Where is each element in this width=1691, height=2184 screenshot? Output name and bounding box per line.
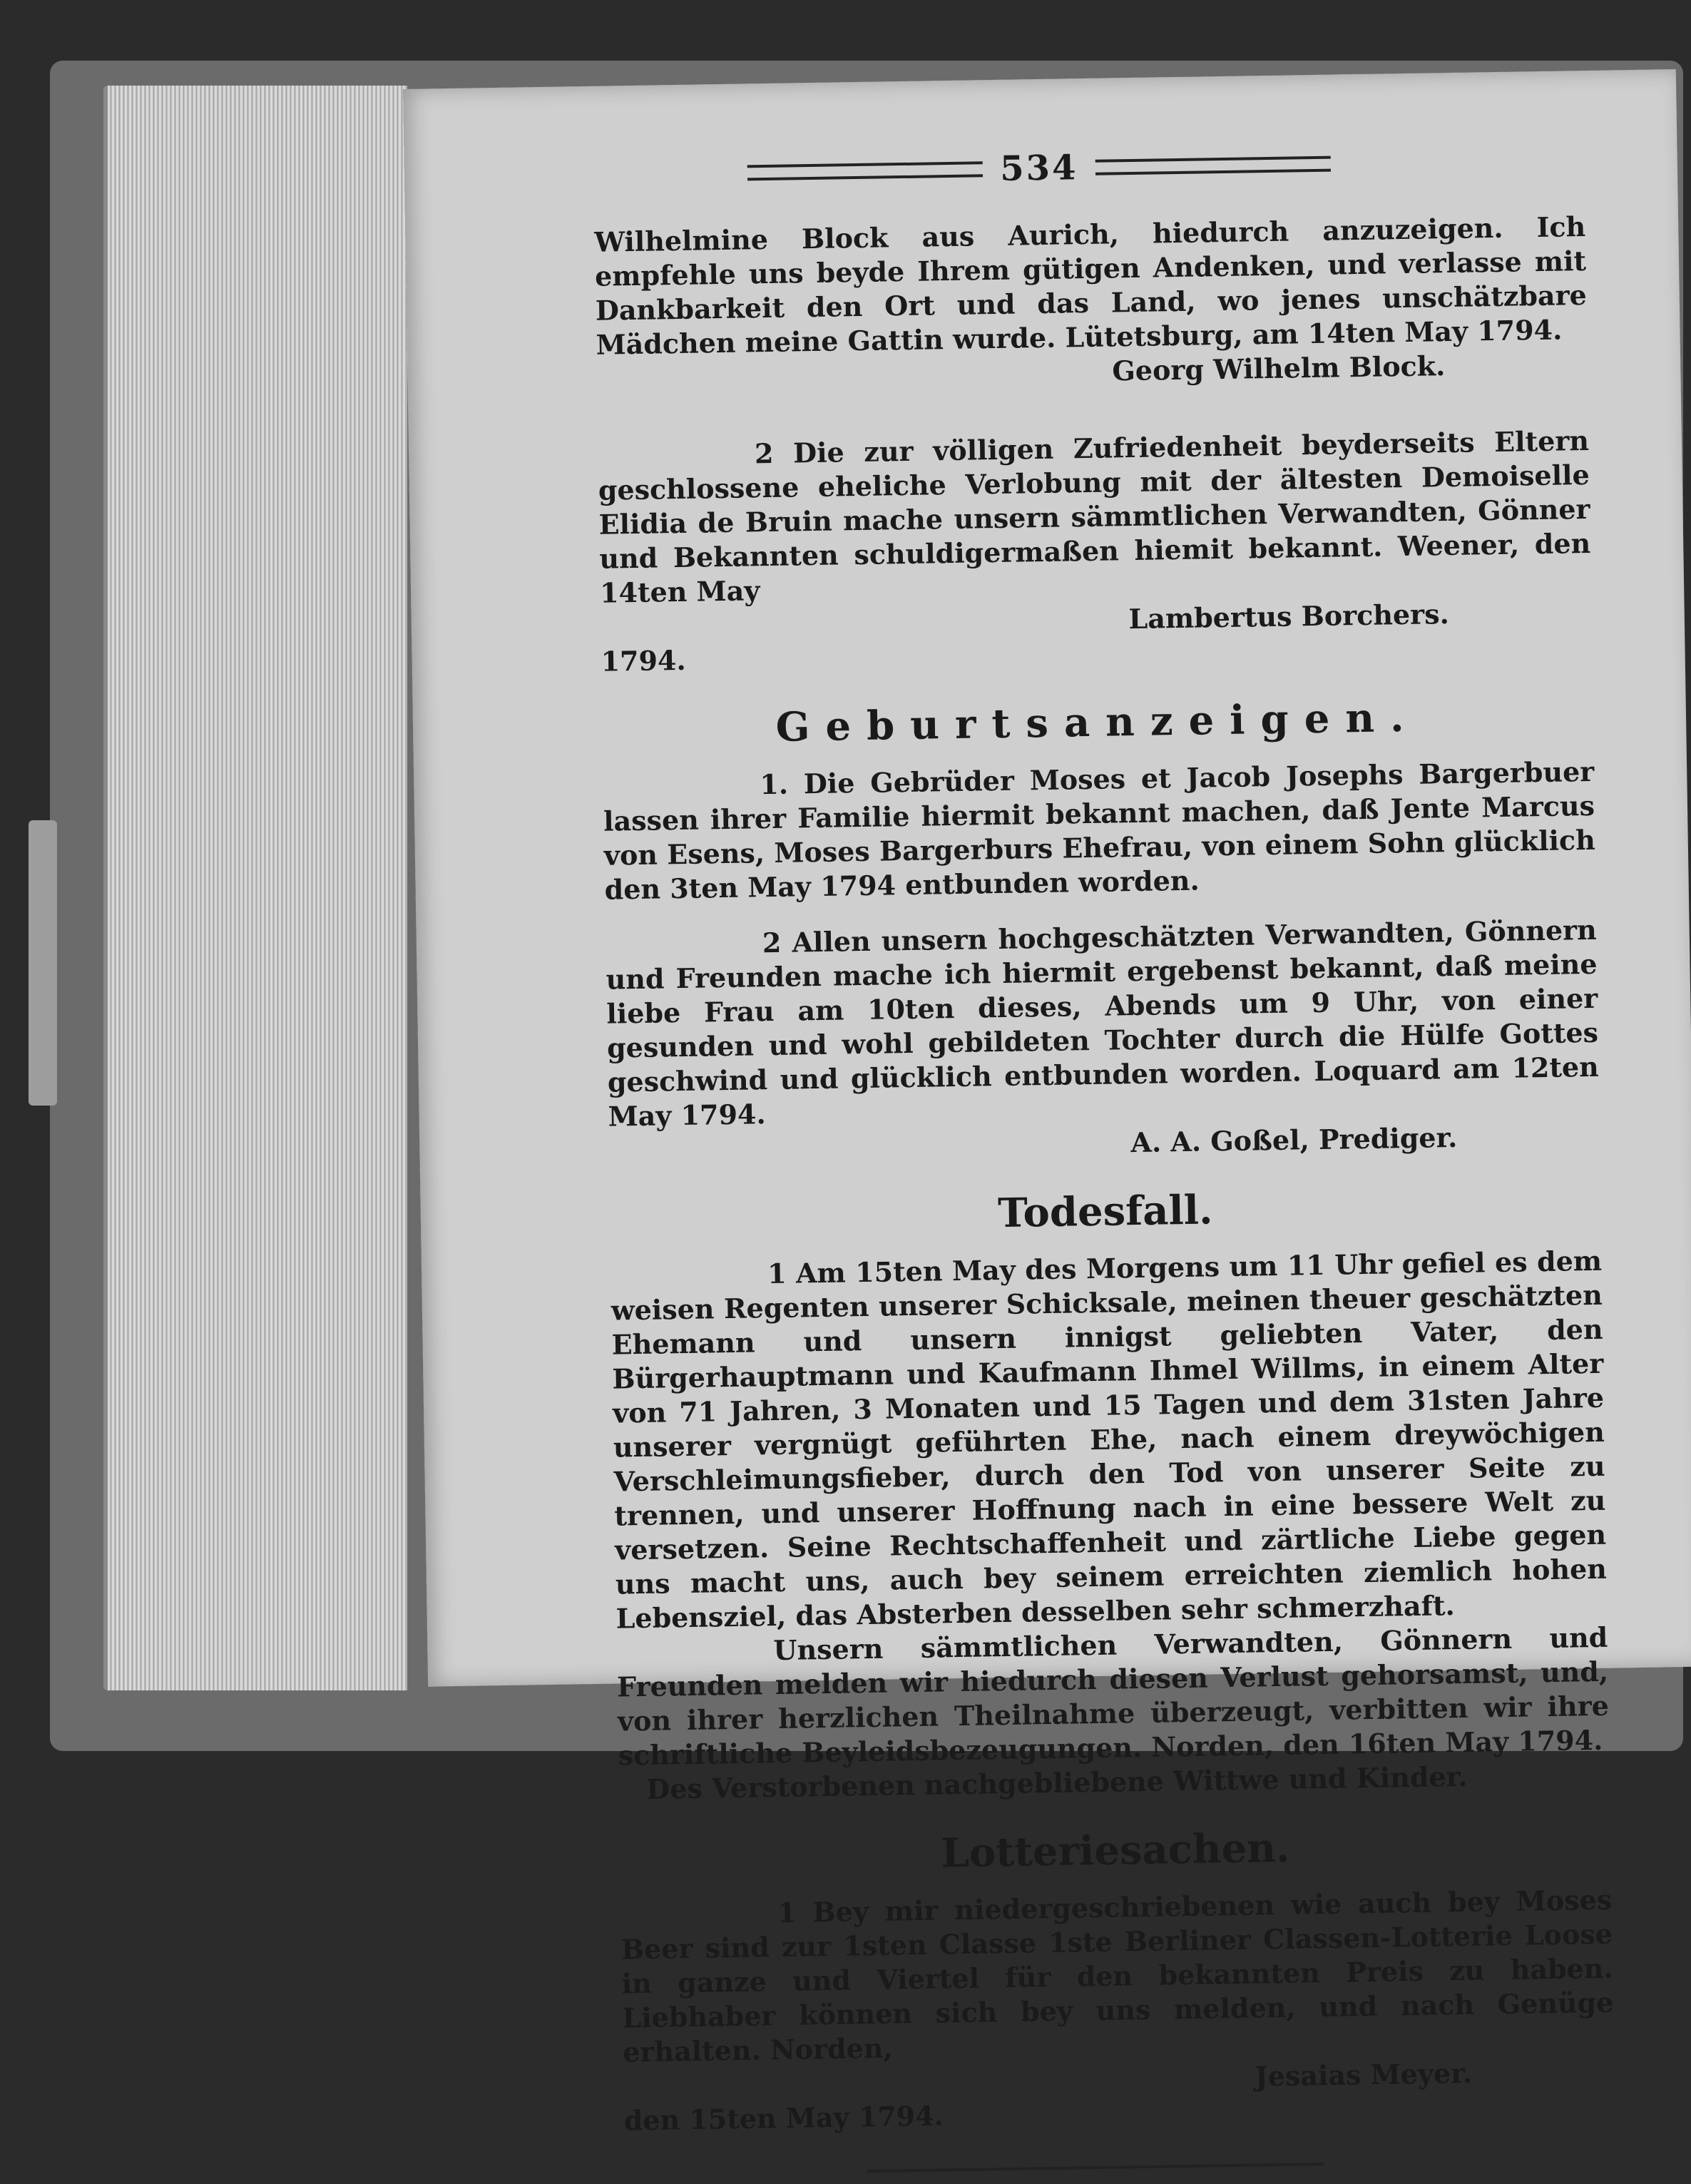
death-text: 1 Am 15ten May des Morgens um 11 Uhr gefiel es dem weisen Regenten unserer Schicksale, meinen theuer geschätzten Ehemann und unsern innigst geliebten Vater, den Bürgerhauptmann und Kaufmann Ihmel Willms, in einem Alter von 71 Jahren, 3 Monaten und 15 Tagen und dem 31sten Jahre unserer vergnügt geführten Ehe, nach einem dreywöchigen Verschleimungsfieber, durch den Tod von unserer Seite zu trennen, und unserer Hoffnung nach in eine bessere Welt zu versetzen. Seine Rechtschaffenheit und zärtliche Liebe gegen uns macht uns, auch bey seinem erreichten ziemlich hohen Lebensziel, das Absterben desselben sehr schmerzhaft.	[611, 1244, 1608, 1635]
page-header	[593, 138, 1585, 197]
birth-entry-2-signature: A. A. Goßel, Prediger.	[1130, 1121, 1458, 1159]
birth-entry-1: 1. Die Gebrüder Moses et Jacob Josephs Bargerbuer lassen ihrer Familie hiermit bekannt machen, daß Jente Marcus von Esens, Moses Bargerburs Ehefrau, von einem Sohn glücklich den 3ten May 1794 entbunden worden.	[603, 755, 1596, 906]
intro-text: Wilhelmine Block aus Aurich, hiedurch anzuzeigen. Ich empfehle uns beyde Ihrem gütigen Andenken, und verlasse mit Dankbarkeit den Ort und das Land, wo jenes unschätzbare Mädchen meine Gattin wurde. Lütetsburg, am 14ten May 1794.	[594, 210, 1588, 361]
engagement-year: 1794.	[601, 643, 686, 678]
engagement-text: 2 Die zur völligen Zufriedenheit beyderseits Eltern geschlossene eheliche Verlobung mit der ältesten Demoiselle Elidia de Bruin mache unsern sämmtlichen Verwandten, Gönner und Bekannten schuldigermaßen hiemit bekannt. Weener, den 14ten May	[598, 424, 1591, 609]
intro-signature: Georg Wilhelm Block.	[1112, 349, 1446, 387]
death-heading: Todesfall.	[997, 1186, 1213, 1238]
book-page	[403, 69, 1691, 2137]
page-edges	[103, 86, 407, 1690]
lottery-heading: Lotteriesachen.	[940, 1824, 1290, 1877]
end-ornament-rule	[867, 2163, 1324, 2177]
page-number: 534	[999, 148, 1078, 189]
book-spine	[29, 820, 57, 1106]
birth-entry-2: 2 Allen unsern hochgeschätzten Verwandten, Gönnern und Freunden mache ich hiermit ergebenst bekannt, daß meine liebe Frau am 10ten dieses, Abends um 9 Uhr, von einer gesunden und wohl gebildeten Tochter durch die Hülfe Gottes geschwind und glücklich entbunden worden. Loquard am 12ten May 1794.	[606, 913, 1600, 1133]
header-rule-left	[747, 161, 983, 180]
death-signature: Des Verstorbenen nachgebliebene Wittwe und Kinder.	[645, 1760, 1468, 1805]
births-heading: Geburtsanzeigen.	[775, 693, 1420, 751]
death-text-2: Unsern sämmtlichen Verwandten, Gönnern und Freunden melden wir hiedurch diesen Verlust gehorsamst, und, von ihrer herzlichen Theilnahme überzeugt, verbitten wir ihre schriftliche Beyleidsbezeugungen. Norden, den 16ten May 1794.	[616, 1621, 1610, 1772]
lottery-text: 1 Bey mir niedergeschriebenen wie auch bey Moses Beer sind zur 1sten Classe 1ste Berliner Classen-Lotterie Loose in ganze und Viertel für den bekannten Preis zu haben. Liebhaber können sich bey uns melden, und nach Genüge erhalten. Norden,	[620, 1883, 1614, 2068]
engagement-signature: Lambertus Borchers.	[1128, 598, 1450, 636]
lottery-date: den 15ten May 1794.	[623, 2099, 944, 2137]
page-text	[593, 138, 1615, 2180]
lottery-signature: Jesaias Meyer.	[1255, 2056, 1473, 2093]
header-rule-right	[1095, 156, 1330, 175]
